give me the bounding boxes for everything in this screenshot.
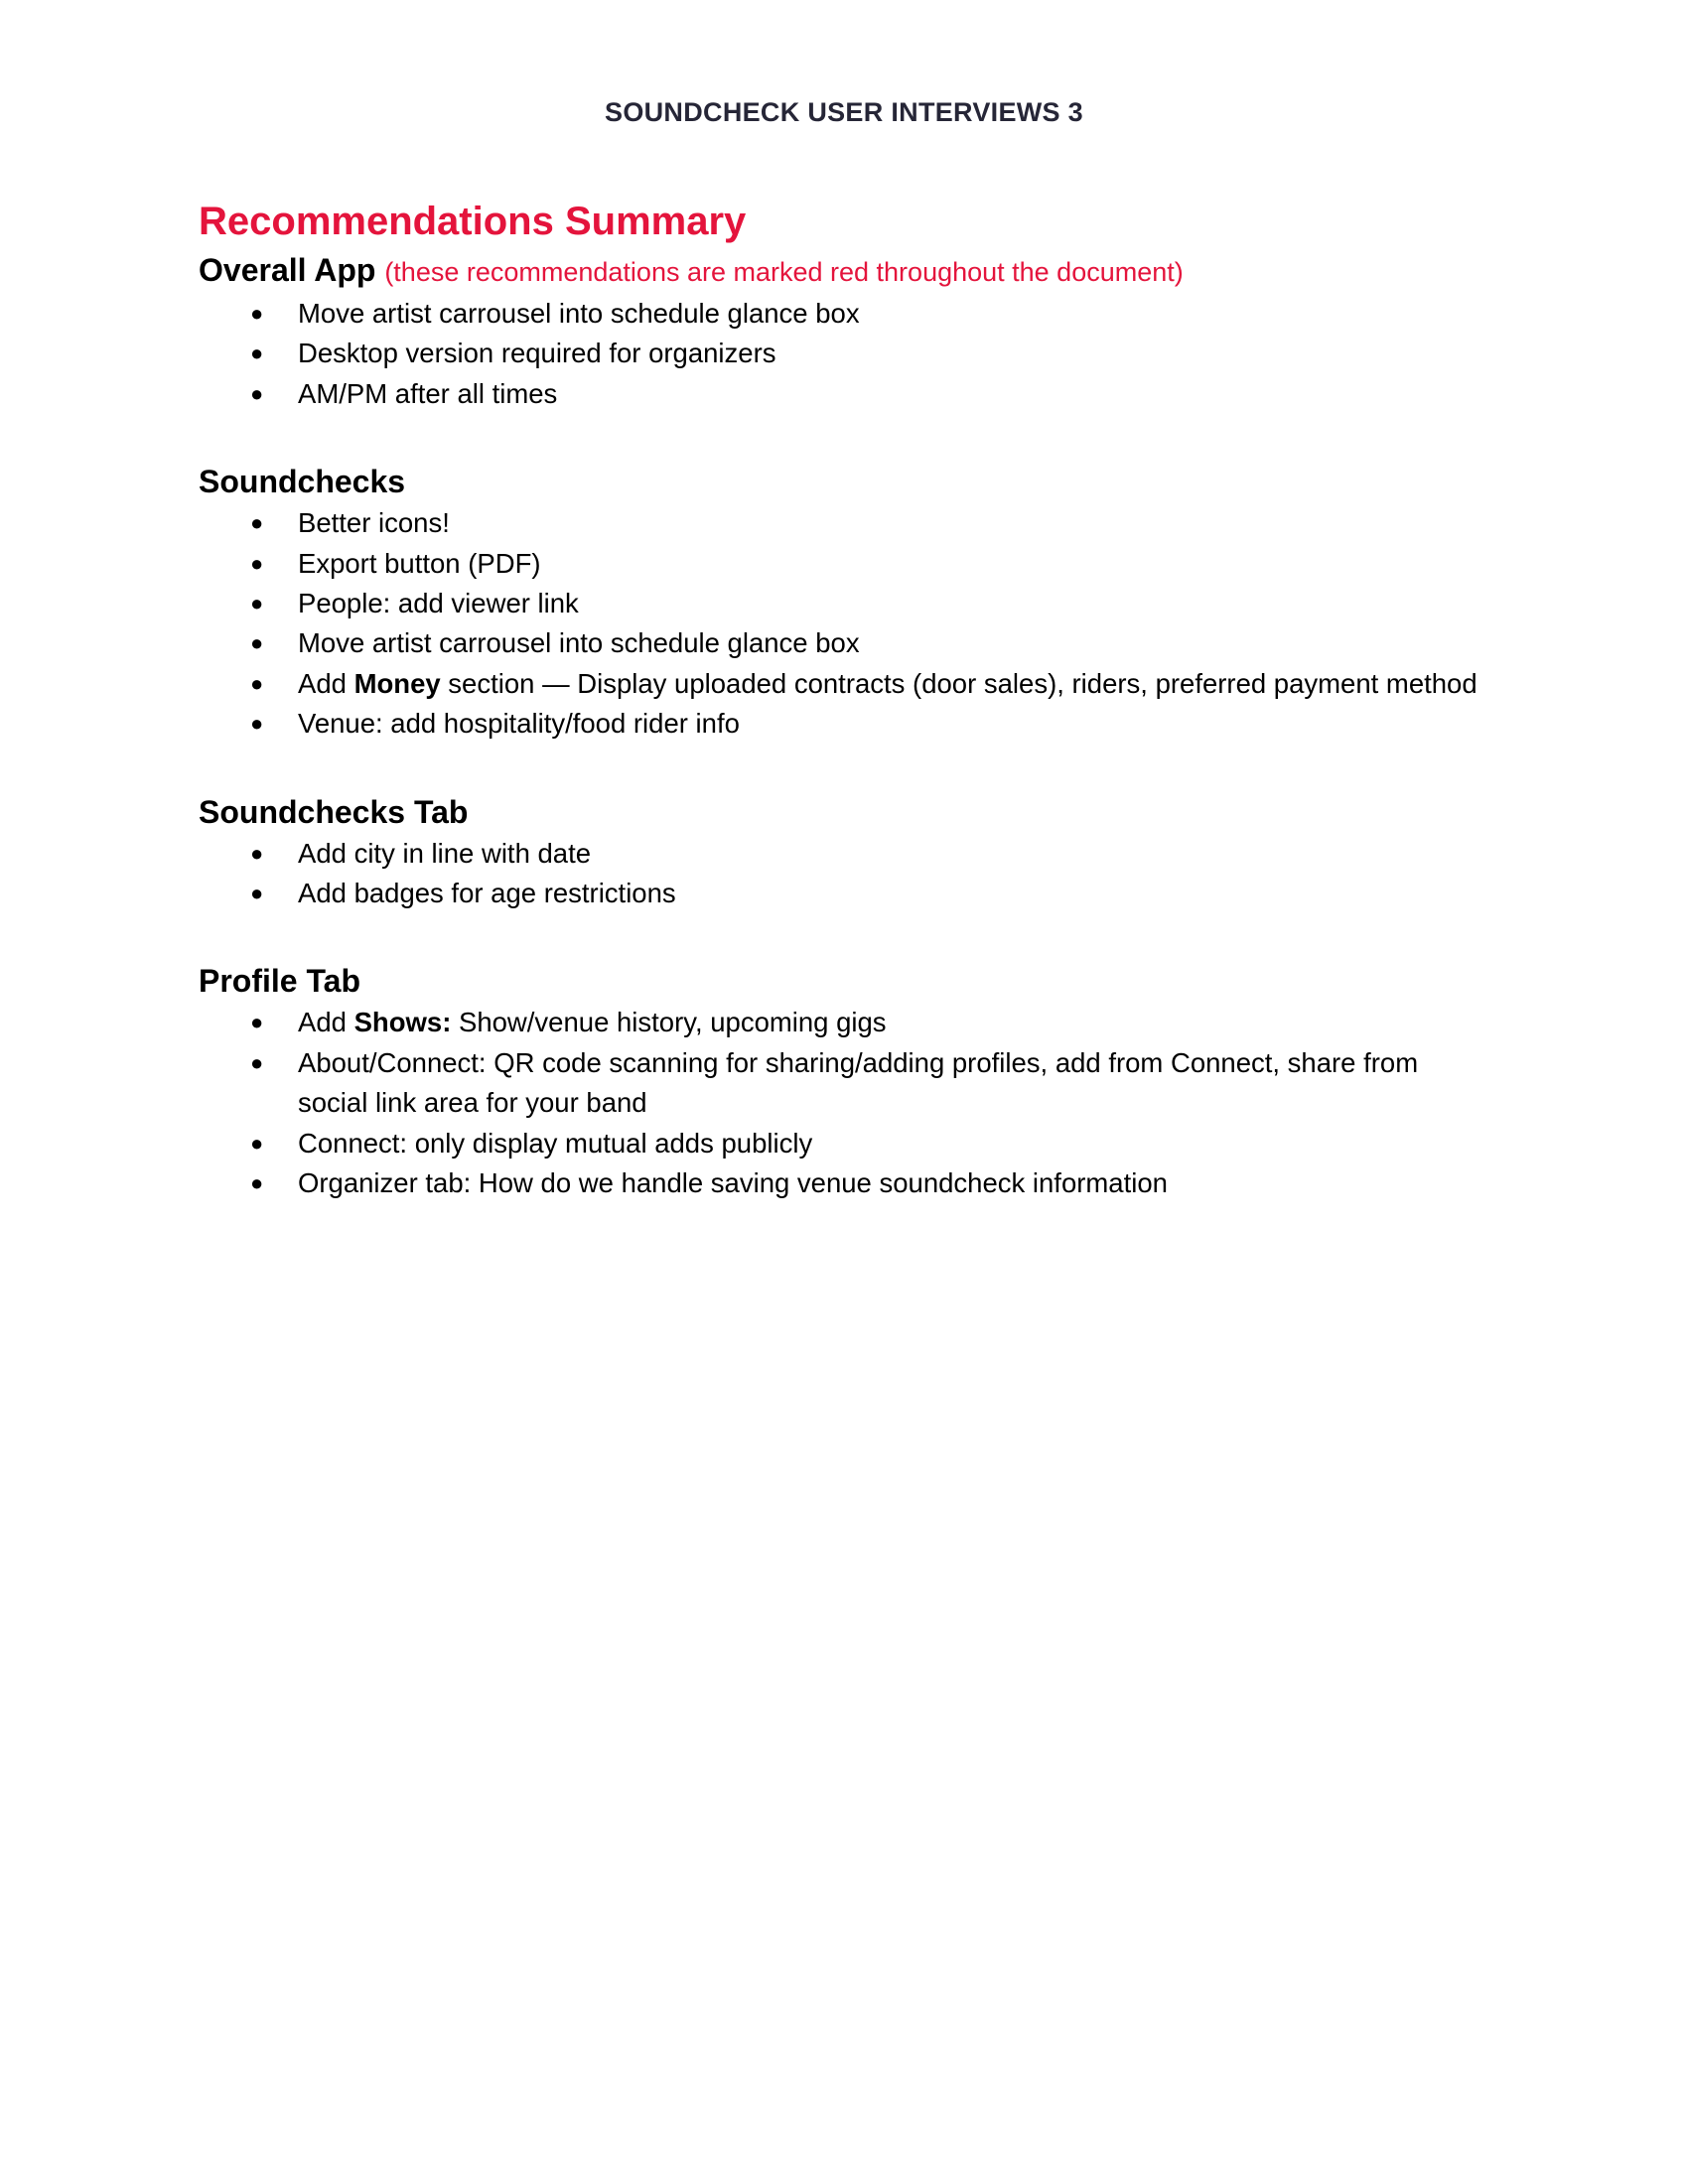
page-content (199, 195, 1489, 1204)
list-item-text: Organizer tab: How do we handle saving venue soundcheck information (298, 1167, 1168, 1199)
list-item (199, 834, 1489, 874)
list-item-prefix: Add (298, 667, 354, 699)
section-overall-app (199, 248, 1489, 414)
bullet-list-soundchecks-tab (199, 834, 1489, 914)
list-item (199, 623, 1489, 663)
list-item (199, 874, 1489, 913)
list-item (199, 1124, 1489, 1163)
list-item-text: Venue: add hospitality/food rider info (298, 708, 740, 740)
bullet-icon: ● (250, 1049, 264, 1075)
bullet-icon: ● (250, 881, 264, 906)
list-item-text: About/Connect: QR code scanning for sharing/adding profiles, add from Connect, share from social link area for your band (298, 1046, 1419, 1119)
bullet-icon: ● (250, 711, 264, 737)
bullet-list-profile-tab (199, 1003, 1489, 1203)
section-heading-label: Overall App (199, 252, 376, 288)
list-item-bold-term: Money (353, 667, 441, 699)
section-heading-profile-tab: Profile Tab (199, 963, 360, 1000)
bullet-icon: ● (250, 301, 264, 326)
list-item-text: Better icons! (298, 507, 450, 539)
section-heading-overall-app (199, 248, 1489, 294)
bullet-icon: ● (250, 1130, 264, 1156)
list-item-text: Desktop version required for organizers (298, 338, 776, 369)
list-item-text: AM/PM after all times (298, 377, 558, 409)
section-soundchecks-tab (199, 790, 1489, 914)
bullet-icon: ● (250, 380, 264, 406)
list-item (199, 1043, 1489, 1124)
list-item-text: People: add viewer link (298, 588, 579, 619)
bullet-icon: ● (250, 840, 264, 866)
section-heading-soundchecks-tab: Soundchecks Tab (199, 793, 469, 830)
list-item (199, 584, 1489, 623)
section-profile-tab (199, 959, 1489, 1203)
list-item-text: Add city in line with date (298, 837, 592, 869)
section-heading-note: (these recommendations are marked red throughout the document) (384, 257, 1184, 287)
bullet-icon: ● (250, 1170, 264, 1196)
list-item-text: Export button (PDF) (298, 547, 541, 579)
document-header: SOUNDCHECK USER INTERVIEWS 3 (605, 97, 1083, 127)
bullet-list-overall-app (199, 294, 1489, 414)
page-title: Recommendations Summary (199, 200, 747, 243)
list-item (199, 374, 1489, 414)
list-item (199, 503, 1489, 543)
list-item-rest: Show/venue history, upcoming gigs (451, 1007, 887, 1038)
list-item (199, 544, 1489, 584)
bullet-icon: ● (250, 550, 264, 576)
section-soundchecks (199, 460, 1489, 744)
list-item (199, 334, 1489, 373)
list-item-text: Add badges for age restrictions (298, 878, 676, 909)
section-heading-soundchecks: Soundchecks (199, 464, 406, 500)
bullet-icon: ● (250, 341, 264, 366)
list-item-text: Move artist carrousel into schedule glance box (298, 627, 860, 659)
list-item (199, 294, 1489, 334)
bullet-list-soundchecks (199, 503, 1489, 744)
list-item-text: Connect: only display mutual adds publicly (298, 1127, 813, 1159)
list-item-bold-term: Shows: (353, 1007, 452, 1038)
bullet-icon: ● (250, 1010, 264, 1035)
bullet-icon: ● (250, 510, 264, 536)
list-item (199, 704, 1489, 744)
bullet-icon: ● (250, 630, 264, 656)
list-item-text: Move artist carrousel into schedule glance box (298, 298, 860, 329)
list-item-rest: section — Display uploaded contracts (door sales), riders, preferred payment method (440, 667, 1477, 699)
list-item (199, 664, 1489, 704)
list-item (199, 1163, 1489, 1203)
list-item (199, 1003, 1489, 1042)
list-item-prefix: Add (298, 1007, 354, 1038)
bullet-icon: ● (250, 670, 264, 696)
bullet-icon: ● (250, 591, 264, 616)
